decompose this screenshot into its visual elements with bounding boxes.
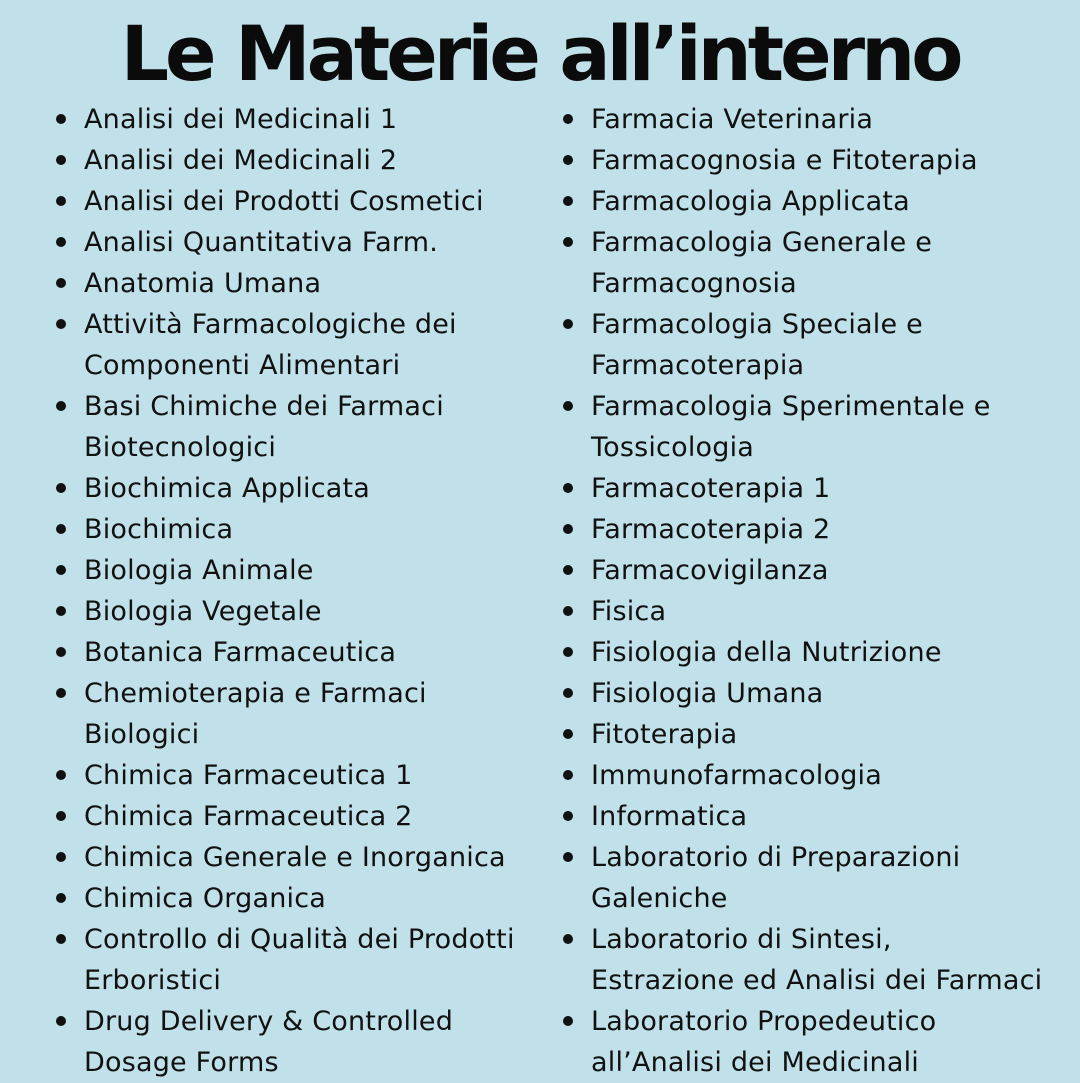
subject-name: Analisi dei Medicinali 2 bbox=[84, 145, 398, 176]
subject-name: Analisi dei Medicinali 1 bbox=[84, 104, 398, 135]
bullet-icon bbox=[563, 688, 573, 698]
subject-name: Analisi dei Prodotti Cosmetici bbox=[84, 186, 484, 217]
subject-name: Farmacovigilanza bbox=[591, 555, 829, 586]
subject-list-item bbox=[0, 386, 1042, 468]
subjects-list-right bbox=[0, 99, 1042, 1083]
subject-name: Farmacognosia bbox=[591, 268, 797, 299]
subject-name: Biochimica bbox=[84, 514, 234, 545]
subject-list-item bbox=[0, 919, 1042, 1001]
subject-name: Fisica bbox=[591, 596, 667, 627]
subject-list-item bbox=[0, 796, 1042, 837]
subject-name: Informatica bbox=[591, 801, 748, 832]
subject-list-item bbox=[0, 632, 1042, 673]
subject-name: Tossicologia bbox=[591, 432, 755, 463]
subject-name: Chimica Farmaceutica 1 bbox=[84, 760, 413, 791]
bullet-icon bbox=[563, 196, 573, 206]
bullet-icon bbox=[563, 524, 573, 534]
subject-name: Galeniche bbox=[591, 883, 728, 914]
bullet-icon bbox=[563, 729, 573, 739]
subject-name: Basi Chimiche dei Farmaci bbox=[84, 391, 444, 422]
subject-name: Farmacoterapia 1 bbox=[591, 473, 831, 504]
subject-list-item bbox=[0, 837, 1042, 919]
subject-name: Immunofarmacologia bbox=[591, 760, 883, 791]
subject-name: Farmacoterapia 2 bbox=[591, 514, 831, 545]
subject-name: Botanica Farmaceutica bbox=[84, 637, 397, 668]
subject-name: Dosage Forms bbox=[84, 1047, 279, 1078]
subject-name: Analisi Quantitativa Farm. bbox=[84, 227, 439, 258]
subject-list-item bbox=[0, 304, 1042, 386]
bullet-icon bbox=[563, 852, 573, 862]
subject-name: Farmacologia Sperimentale e bbox=[591, 391, 991, 422]
subject-name: Farmacoterapia bbox=[591, 350, 805, 381]
subject-list-item bbox=[0, 99, 1042, 140]
subject-list-item bbox=[0, 591, 1042, 632]
subject-name: Anatomia Umana bbox=[84, 268, 322, 299]
subject-list-item bbox=[0, 673, 1042, 714]
subject-name: Laboratorio Propedeutico bbox=[591, 1006, 937, 1037]
subject-name: Biologia Vegetale bbox=[84, 596, 322, 627]
subject-name: Farmacologia Applicata bbox=[591, 186, 910, 217]
subject-list-item bbox=[0, 222, 1042, 304]
bullet-icon bbox=[563, 401, 573, 411]
subject-list-item bbox=[0, 550, 1042, 591]
subject-name: Drug Delivery & Controlled bbox=[84, 1006, 454, 1037]
subject-name: Fisiologia della Nutrizione bbox=[591, 637, 942, 668]
subject-list-item bbox=[0, 714, 1042, 755]
bullet-icon bbox=[563, 483, 573, 493]
subject-list-item bbox=[0, 509, 1042, 550]
subject-list-item bbox=[0, 1001, 1042, 1083]
subject-name: Fitoterapia bbox=[591, 719, 738, 750]
subject-name: Farmacologia Generale e bbox=[591, 227, 933, 258]
subject-name: Chemioterapia e Farmaci bbox=[84, 678, 427, 709]
subject-list-item bbox=[0, 755, 1042, 796]
subject-name: Biotecnologici bbox=[84, 432, 277, 463]
bullet-icon bbox=[563, 934, 573, 944]
subject-name: Componenti Alimentari bbox=[84, 350, 401, 381]
subject-name: Farmacia Veterinaria bbox=[591, 104, 874, 135]
bullet-icon bbox=[563, 155, 573, 165]
bullet-icon bbox=[563, 770, 573, 780]
subject-name: Erboristici bbox=[84, 965, 222, 996]
subject-name: Attività Farmacologiche dei bbox=[84, 309, 457, 340]
subject-name: Farmacologia Speciale e bbox=[591, 309, 923, 340]
subject-list-item bbox=[0, 181, 1042, 222]
subject-name: Laboratorio di Preparazioni bbox=[591, 842, 961, 873]
bullet-icon bbox=[563, 647, 573, 657]
page-title: Le Materie all’interno bbox=[120, 9, 960, 98]
subject-name: Chimica Farmaceutica 2 bbox=[84, 801, 413, 832]
subject-name: Fisiologia Umana bbox=[591, 678, 824, 709]
subject-name: Estrazione ed Analisi dei Farmaci bbox=[591, 965, 1043, 996]
subject-name: Biochimica Applicata bbox=[84, 473, 371, 504]
subject-name: Controllo di Qualità dei Prodotti bbox=[84, 924, 515, 955]
subject-list-item bbox=[0, 140, 1042, 181]
subject-name: all’Analisi dei Medicinali bbox=[591, 1047, 920, 1078]
bullet-icon bbox=[563, 319, 573, 329]
bullet-icon bbox=[563, 811, 573, 821]
subject-name: Farmacognosia e Fitoterapia bbox=[591, 145, 978, 176]
bullet-icon bbox=[563, 114, 573, 124]
subject-name: Biologici bbox=[84, 719, 200, 750]
subject-name: Chimica Organica bbox=[84, 883, 327, 914]
subject-name: Biologia Animale bbox=[84, 555, 314, 586]
subject-name: Laboratorio di Sintesi, bbox=[591, 924, 892, 955]
subject-list-item bbox=[0, 468, 1042, 509]
bullet-icon bbox=[563, 565, 573, 575]
bullet-icon bbox=[563, 606, 573, 616]
bullet-icon bbox=[563, 1016, 573, 1026]
bullet-icon bbox=[563, 237, 573, 247]
subject-name: Chimica Generale e Inorganica bbox=[84, 842, 506, 873]
